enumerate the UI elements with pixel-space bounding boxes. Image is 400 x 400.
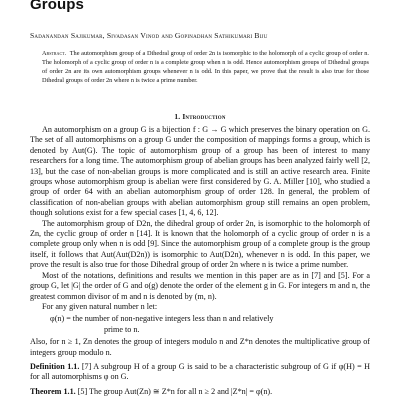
theorem-text: [5] The group Aut(Zn) ≅ Z*n for all n ≥ 2 and |Z*n| = φ(n). (77, 386, 273, 396)
paragraph: An automorphism on a group G is a bijection f : G → G which preserves the binary operation on G. The set of all automorphisms on a group G under the composition of mappings forms a group, which is denoted by Aut(G). The topic of automorphism group of a group has been of interest to many researchers for a long time. The automorphism group of abelian groups has been analyzed fairly well [2, 13], but the case of non-abelian groups is more complicated and is still an active research area. Finite groups whose automorphism group is abelian were first considered by G. A. Miller [10], who studied a group of order 64 with an abelian automorphism group of order 128. In general, the problem of classification of non-abelian groups with abelian automorphism group still remains an open problem, though solutions exist for a few special cases [1, 4, 6, 12]. (30, 125, 370, 218)
section-heading-introduction: 1. Introduction (174, 112, 226, 121)
equation-line: φ(n) = the number of non-negative integers less than n and relatively (50, 314, 274, 324)
theorem-label: Theorem 1.1. (30, 386, 76, 396)
definition (30, 362, 370, 383)
abstract-label: Abstract. (42, 50, 67, 57)
abstract-text: The automorphism group of a Dihedral group of order 2n is isomorphic to the holomorph of a cyclic group of order n. The holomorph of a cyclic group of order n is a complete group when n is odd. Hence automorphism groups of Dihedral groups of order 2n are its own automorphism groups whenever n is odd. In this paper, we prove that the result is also true for those Dihedral groups of order 2n where n is twice a prime number. (42, 50, 369, 84)
paragraph: Most of the notations, definitions and results we mention in this paper are as in [7] and [5]. For a group G, let |G| the order of G and o(g) denote the order of the element g in G. For integers m and n, the greatest common divisor of m and n is denoted by (m, n). (30, 270, 370, 301)
paragraph: Also, for n ≥ 1, Zn denotes the group of integers modulo n and Z*n denotes the multiplicative group of integers group modulo n. (30, 337, 370, 357)
equation-line: prime to n. (104, 324, 140, 334)
paragraph: For any given natural number n let: (42, 301, 158, 311)
abstract (42, 50, 369, 86)
paper-title: Groups (30, 0, 84, 13)
theorem (30, 387, 370, 397)
paragraph: The automorphism group of D2n, the dihedral group of order 2n, is isomorphic to the holomorph of Zn, the cyclic group of order n [14]. It is known that the holomorph of a cyclic group of order n is a complete group only when n is odd [9]. Since the automorphism group of a complete group is the group itself, it follows that Aut(Aut(D2n)) is isomorphic to Aut(D2n), whenever n is odd. In this paper, we prove the result is also true for those Dihedral group of order 2n where n is twice a prime number. (30, 218, 370, 270)
author-list: Sadanandan Sajikumar, Sivadasan Vinod and Gopinadhan Sathikumari Biju (30, 31, 268, 40)
definition-text: [7] A subgroup H of a group G is said to be a characteristic subgroup of G if φ(H) = H for all automorphisms φ on G. (30, 361, 370, 382)
definition-label: Definition 1.1. (30, 361, 80, 371)
introduction-body (30, 125, 370, 397)
display-equation (30, 314, 370, 335)
